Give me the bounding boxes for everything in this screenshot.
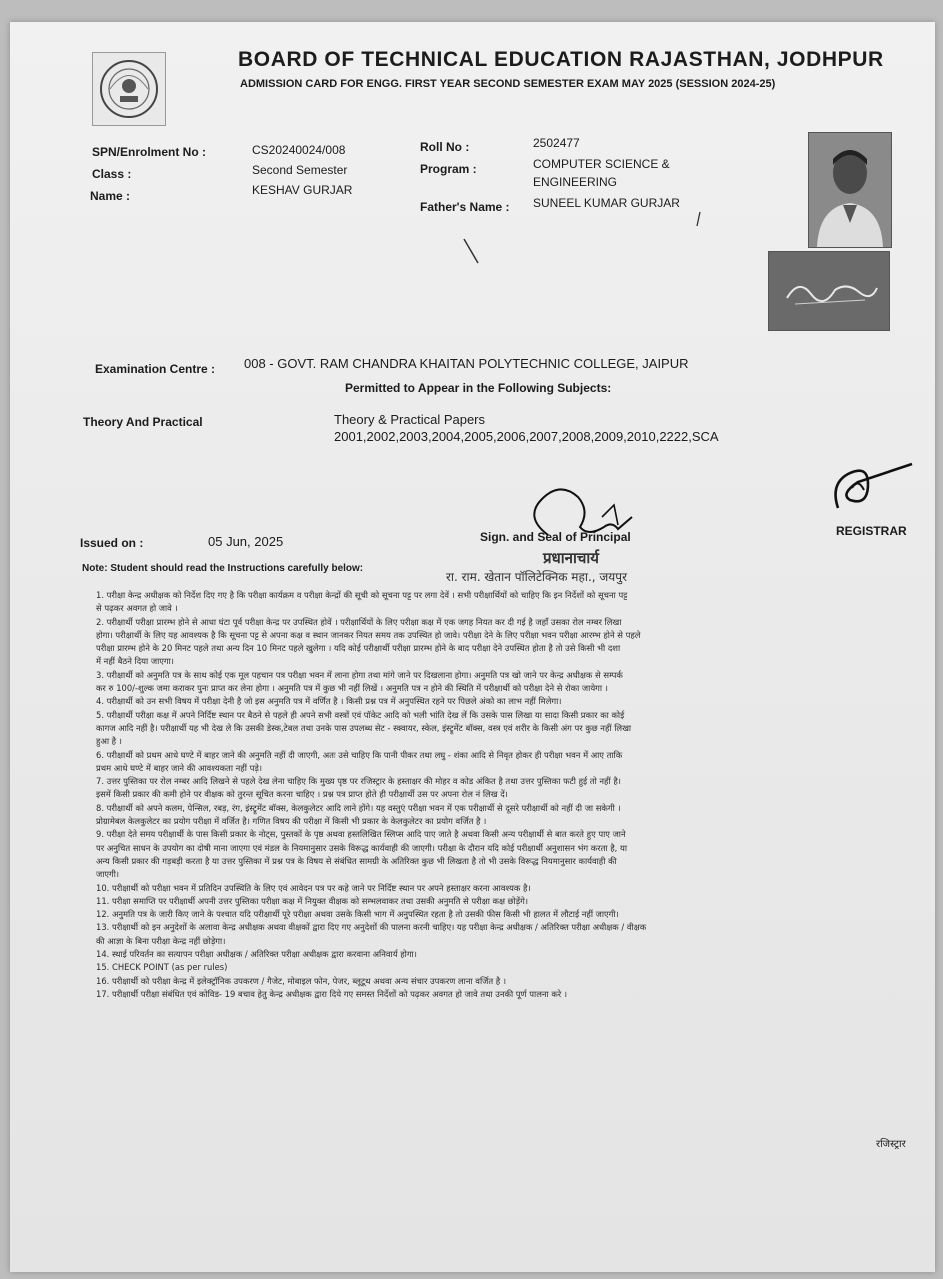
admission-card <box>10 22 935 1272</box>
instruction-line: होगा। परीक्षार्थी के लिए यह आवश्यक है कि सूचना पट्ट से अपना कक्ष व स्थान जानकर नियत समय तक उपस्थित हो जावे। परीक्षा देने के लिए परीक्षा भवन परीक्षा आरम्भ होने से पहले <box>96 629 641 640</box>
instruction-line: 1. परीक्षा केन्द्र अधीक्षक को निर्देश दिए गए है कि परीक्षा कार्यक्रम व परीक्षा केन्द्रों की सूची को सूचना पट्ट पर लगा देवें । सभी परीक्षार्थियों को चाहिए कि इन निर्देशों को सूचना पट्ट <box>96 590 628 600</box>
instruction-line: 9. परीक्षा देते समय परीक्षार्थी के पास किसी प्रकार के नोट्स, पुस्तकों के पृष्ठ अथवा हस्तलिखित स्लिप्स आदि पाए जाते है अथवा किसी अन्य परीक्षार्थी से बात करते हुए पाए जाने <box>96 829 626 840</box>
instruction-line: कर रु 100/-शुल्क जमा कराकर पुनः प्राप्त कर लेना होगा । अनुमति पत्र में कुछ भी नहीं लिखें । अनुमति पत्र न होने की स्थिति में परीक्षार्थी को परीक्षा देने से रोका जायेगा । <box>96 683 608 694</box>
pen-mark-icon <box>462 237 482 267</box>
centre-value: 008 - GOVT. RAM CHANDRA KHAITAN POLYTECHNIC COLLEGE, JAIPUR <box>244 356 689 371</box>
instruction-line: 4. परीक्षार्थी को उन सभी विषय में परीक्षा देनी है जो इस अनुमति पत्र में वर्णित है । किसी प्रश्न पत्र में अनुपस्थित रहने पर पिछले अंको का लाभ नहीं मिलेगा। <box>96 696 562 707</box>
registrar-label: REGISTRAR <box>836 524 907 538</box>
instruction-line: 10. परीक्षार्थी को परीक्षा भवन में प्रतिदिन उपस्थिति के लिए एवं आवेदन पत्र पर कहे जाने पर निर्दिष्ट स्थान पर अपने हस्ताक्षर करना आवश्यक है। <box>96 882 531 893</box>
issued-label: Issued on : <box>80 536 144 550</box>
instruction-line: 5. परीक्षार्थी परीक्षा कक्ष में अपने निर्दिष्ट स्थान पर बैठने से पहले ही अपने सभी वस्त्रों एवं पॉकेट आदि को भली भांति देख लें कि उसके पास लिखा या सादा किसी प्रकार का कोई <box>96 709 625 720</box>
program-value-1: COMPUTER SCIENCE & <box>533 157 670 171</box>
instruction-line: अन्य किसी प्रकार की गड़बड़ी करता है या उत्तर पुस्तिका में प्रश्न पत्र के विषय से संबंधित सामग्री के अतिरिक्त कुछ भी लिखता है तो भी उसके विरूद्ध नियमानुसार कार्यवाही की <box>96 855 617 866</box>
instruction-line: 3. परीक्षार्थी को अनुमति पत्र के साथ कोई एक मूल पहचान पत्र परीक्षा भवन में लाना होगा तथा मांगे जाने पर दिखलाना होगा। अनुमति पत्र खो जाने पर केन्द्र अधीक्षक से सम्पर्क <box>96 669 623 680</box>
registrar-signature-icon <box>828 454 918 524</box>
pen-mark-icon <box>694 210 704 230</box>
class-label: Class : <box>92 167 132 181</box>
instruction-line: 6. परीक्षार्थी को प्रथम आधे घण्टे में बाहर जाने की अनुमति नहीं दी जाएगी, अतः उसे चाहिए कि पानी पीकर तथा लघु - शंका आदि से निवृत होकर ही परीक्षा भवन में आए ताकि <box>96 749 623 760</box>
roll-value: 2502477 <box>533 136 580 150</box>
instruction-line: इसमें किसी प्रकार की कमी होने पर वीक्षक को तुरन्त सूचित करना चाहिए । प्रश्न पत्र प्राप्त होते ही परीक्षार्थी उस पर अपना रोल नं लिख दें। <box>96 789 508 800</box>
instruction-line: की आज्ञा के बिना परीक्षा केन्द्र नहीं छोड़ेगा। <box>96 935 226 946</box>
papers-label: Theory & Practical Papers <box>334 412 486 427</box>
instruction-line: से पढ़कर अवगत हो जावे । <box>96 603 178 614</box>
father-value: SUNEEL KUMAR GURJAR <box>533 196 680 210</box>
student-photo <box>808 132 892 248</box>
spn-value: CS20240024/008 <box>252 143 346 157</box>
principal-stamp-college: रा. राम. खेतान पॉलिटेक्निक महा., जयपुर <box>446 570 627 584</box>
name-label: Name : <box>90 189 131 203</box>
instruction-line: 16. परीक्षार्थी को परीक्षा केन्द्र में इलेक्ट्रॉनिक उपकरण / गैजेट, मोबाइल फोन, पेजर, ब्लूटूथ अथवा अन्य संचार उपकरण लाना वर्जित है । <box>96 975 507 986</box>
instruction-line: 12. अनुमति पत्र के जारी किए जाने के पश्चात यदि परीक्षार्थी पूरे परीक्षा अथवा उसके किसी भाग में अनुपस्थित रहता है तो उसकी फीस किसी भी हालत में लौटाई नहीं जाएगी। <box>96 909 619 920</box>
papers-list: 2001,2002,2003,2004,2005,2006,2007,2008,2009,2010,2222,SCA <box>334 429 719 444</box>
name-value: KESHAV GURJAR <box>252 183 353 197</box>
instruction-line: 15. CHECK POINT (as per rules) <box>96 962 228 973</box>
seal-emblem-icon <box>92 52 166 126</box>
instruction-line: में नहीं बैठने दिया जाएगा। <box>96 656 174 667</box>
instruction-line: 13. परीक्षार्थी को इन अनुदेशों के अलावा केन्द्र अधीक्षक अथवा वीक्षकों द्वारा दिए गए अनुदेशों की पालना करनी चाहिए। यह परीक्षा केन्द्र अधीक्षक / अतिरिक्त परीक्षा अधीक्षक / वीक्षक <box>96 922 647 933</box>
roll-label: Roll No : <box>420 140 470 154</box>
instruction-line: 7. उत्तर पुस्तिका पर रोल नम्बर आदि लिखने से पहले देख लेना चाहिए कि मुख्य पृष्ठ पर रजिस्ट्रार के हस्ताक्षर की मोहर व कोड अंकित है तथा उत्तर पुस्तिका फटी हुई तो नहीं है। <box>96 776 621 787</box>
student-signature <box>768 251 890 331</box>
instruction-line: 8. परीक्षार्थी को अपने कलम, पेन्सिल, रबड़, रंग, इंस्ट्रूमेंट बॉक्स, केलकुलेटर आदि लाने होंगे। यह वस्तुएं परीक्षा भवन में एक परीक्षार्थी से दूसरे परीक्षार्थी को नहीं दी जा सकेगी । <box>96 802 621 813</box>
instruction-line: जाएगी। <box>96 869 120 880</box>
instruction-line: 17. परीक्षार्थी परीक्षा संबंधित एवं कोविड- 19 बचाव हेतु केन्द्र अधीक्षक द्वारा दिये गए समस्त निर्देशों को पढ़कर अवगत हो जावे तथा उनकी पूर्ण पालना करे । <box>96 988 568 999</box>
instruction-line: 11. परीक्षा समाप्ति पर परीक्षार्थी अपनी उत्तर पुस्तिका परीक्षा कक्ष में नियुक्त वीक्षक को सम्भलवाकर तथा उसकी अनुमति से परीक्षा कक्ष छोड़ेंगे। <box>96 895 529 906</box>
instructions-note: Note: Student should read the Instructions carefully below: <box>82 563 364 574</box>
instruction-line: हुआ है । <box>96 736 122 747</box>
program-label: Program : <box>420 162 477 176</box>
principal-stamp-title: प्रधानाचार्य <box>543 549 599 567</box>
program-value-2: ENGINEERING <box>533 175 618 189</box>
spn-label: SPN/Enrolment No : <box>92 145 207 159</box>
instruction-line: प्रथम आधे घण्टे में बाहर जाने की आवश्यकता नहीं पड़े। <box>96 762 262 773</box>
instruction-line: 14. स्थाई परिवर्तन का सत्यापन परीक्षा अधीक्षक / अतिरिक्त परीक्षा अधीक्षक द्वारा करवाना अनिवार्य होगा। <box>96 949 417 960</box>
permitted-heading: Permitted to Appear in the Following Subjects: <box>345 381 612 395</box>
instruction-line: परीक्षा प्रारम्भ होने के 20 मिनट पहले तथा अन्य दिन 10 मिनट पहले खुलेगा । यदि कोई परीक्षार्थी परीक्षा प्रारम्भ होने के बाद परीक्षा देने उपस्थित होता है तो उसे किसी भी दशा <box>96 643 621 654</box>
instructions-list <box>96 589 918 1001</box>
issued-date: 05 Jun, 2025 <box>208 534 284 549</box>
board-title: BOARD OF TECHNICAL EDUCATION RAJASTHAN, JODHPUR <box>238 48 884 71</box>
registrar-hindi-label: रजिस्ट्रार <box>876 1139 906 1150</box>
father-label: Father's Name : <box>420 200 510 214</box>
card-subtitle: ADMISSION CARD FOR ENGG. FIRST YEAR SECOND SEMESTER EXAM MAY 2025 (SESSION 2024-25) <box>240 78 776 90</box>
instruction-line: 2. परीक्षार्थी परीक्षा प्रारम्भ होने से आधा घंटा पूर्व परीक्षा केन्द्र पर उपस्थित होवें । परीक्षार्थियों के लिए परीक्षा कक्ष में एक जगह नियत कर दी गई है जहाँ उसका रोल नम्बर लिखा <box>96 616 622 627</box>
centre-label: Examination Centre : <box>95 362 216 376</box>
instruction-line: कागज आदि नहीं है। परीक्षार्थी यह भी देख ले कि उसकी डेस्क,टेबल तथा उनके पास उपलब्ध सेट - स्क्वायर, स्केल, इंस्ट्रूमेंट बॉक्स, वस्त्र एवं शरीर के किसी अंग पर कुछ नहीं लिखा <box>96 722 632 733</box>
instruction-line: प्रोग्रामेबल केलकुलेटर का प्रयोग परीक्षा में वर्जित है। गणित विषय की परीक्षा में किसी भी प्रकार के केलकुलेटर का प्रयोग वर्जित है । <box>96 816 487 827</box>
exam-type-label: Theory And Practical <box>83 415 203 429</box>
principal-sign-label: Sign. and Seal of Principal <box>480 530 631 544</box>
class-value: Second Semester <box>252 163 348 177</box>
instruction-line: पर अनुचित साधन के उपयोग का दोषी माना जाएगा एवं मंडल के नियमानुसार उसके विरूद्ध कार्यवाही की जाएगी। परीक्षा के दौरान यदि कोई परीक्षार्थी अनुशासन भंग करता है, या <box>96 842 628 853</box>
